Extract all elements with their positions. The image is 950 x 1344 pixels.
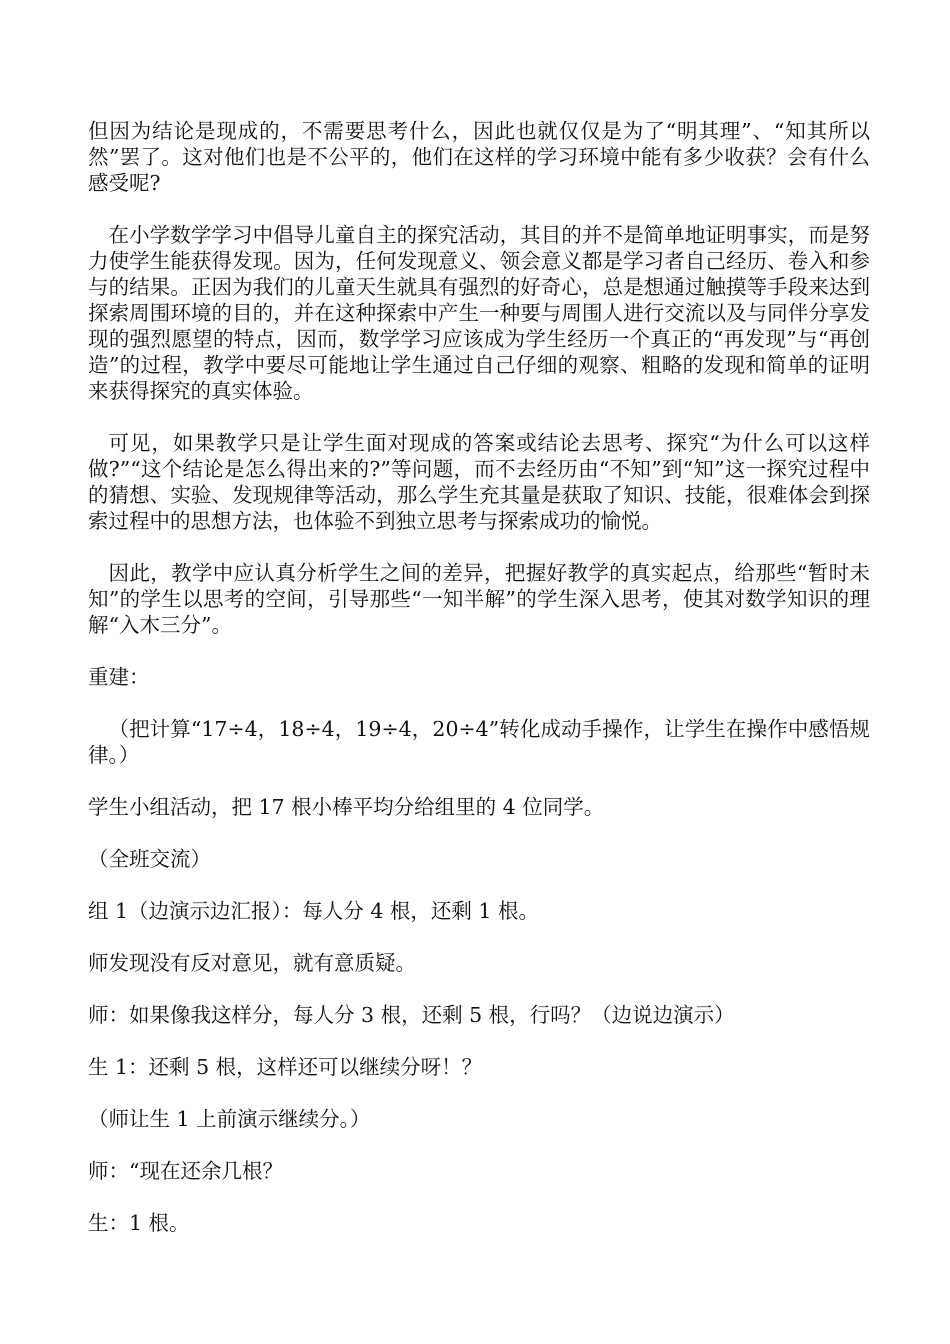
dialogue-line-3: 组 1（边演示边汇报）：每人分 4 根，还剩 1 根。	[88, 899, 539, 923]
instruction-note: （把计算“17÷4，18÷4，19÷4，20÷4”转化成动手操作，让学生在操作中感悟规律。）	[88, 717, 870, 767]
dialogue-line-1: 学生小组活动，把 17 根小棒平均分给组里的 4 位同学。	[88, 795, 605, 819]
dialogue-line-6: 生 1：还剩 5 根，这样还可以继续分呀！？	[88, 1055, 483, 1079]
paragraph-3: 可见，如果教学只是让学生面对现成的答案或结论去思考、探究“为什么可以这样做?”“这个结论是怎么得出来的?”等问题，而不去经历由“不知”到“知”这一探究过程中的猜想、实验、发现规律等活动，那么学生充其量是获取了知识、技能，很难体会到探索过程中的思想方法，也体验不到独立思考与探索成功的愉悦。	[88, 431, 870, 533]
dialogue-line-5: 师：如果像我这样分，每人分 3 根，还剩 5 根，行吗？（边说边演示）	[88, 1003, 735, 1027]
dialogue-line-2: （全班交流）	[88, 847, 211, 871]
dialogue-line-8: 师：“现在还余几根？	[88, 1159, 283, 1183]
paragraph-2: 在小学数学学习中倡导儿童自主的探究活动，其目的并不是简单地证明事实，而是努力使学生能获得发现。因为，任何发现意义、领会意义都是学习者自己经历、卷入和参与的结果。正因为我们的儿童天生就具有强烈的好奇心，总是想通过触摸等手段来达到探索周围环境的目的，并在这种探索中产生一种要与周围人进行交流以及与同伴分享发现的强烈愿望的特点，因而，数学学习应该成为学生经历一个真正的“再发现”与“再创造”的过程，教学中要尽可能地让学生通过自己仔细的观察、粗略的发现和简单的证明来获得探究的真实体验。	[88, 223, 870, 403]
section-title: 重建：	[88, 665, 150, 689]
document-page	[88, 118, 870, 1262]
dialogue-line-9: 生：1 根。	[88, 1211, 190, 1235]
dialogue-line-7: （师让生 1 上前演示继续分。）	[88, 1107, 371, 1131]
paragraph-4: 因此，教学中应认真分析学生之间的差异，把握好教学的真实起点，给那些“暂时未知”的学生以思考的空间，引导那些“一知半解”的学生深入思考，使其对数学知识的理解“入木三分”。	[88, 561, 870, 637]
paragraph-1: 但因为结论是现成的，不需要思考什么，因此也就仅仅是为了“明其理”、“知其所以然”罢了。这对他们也是不公平的，他们在这样的学习环境中能有多少收获？会有什么感受呢?	[88, 119, 870, 195]
dialogue-line-4: 师发现没有反对意见，就有意质疑。	[88, 951, 416, 975]
